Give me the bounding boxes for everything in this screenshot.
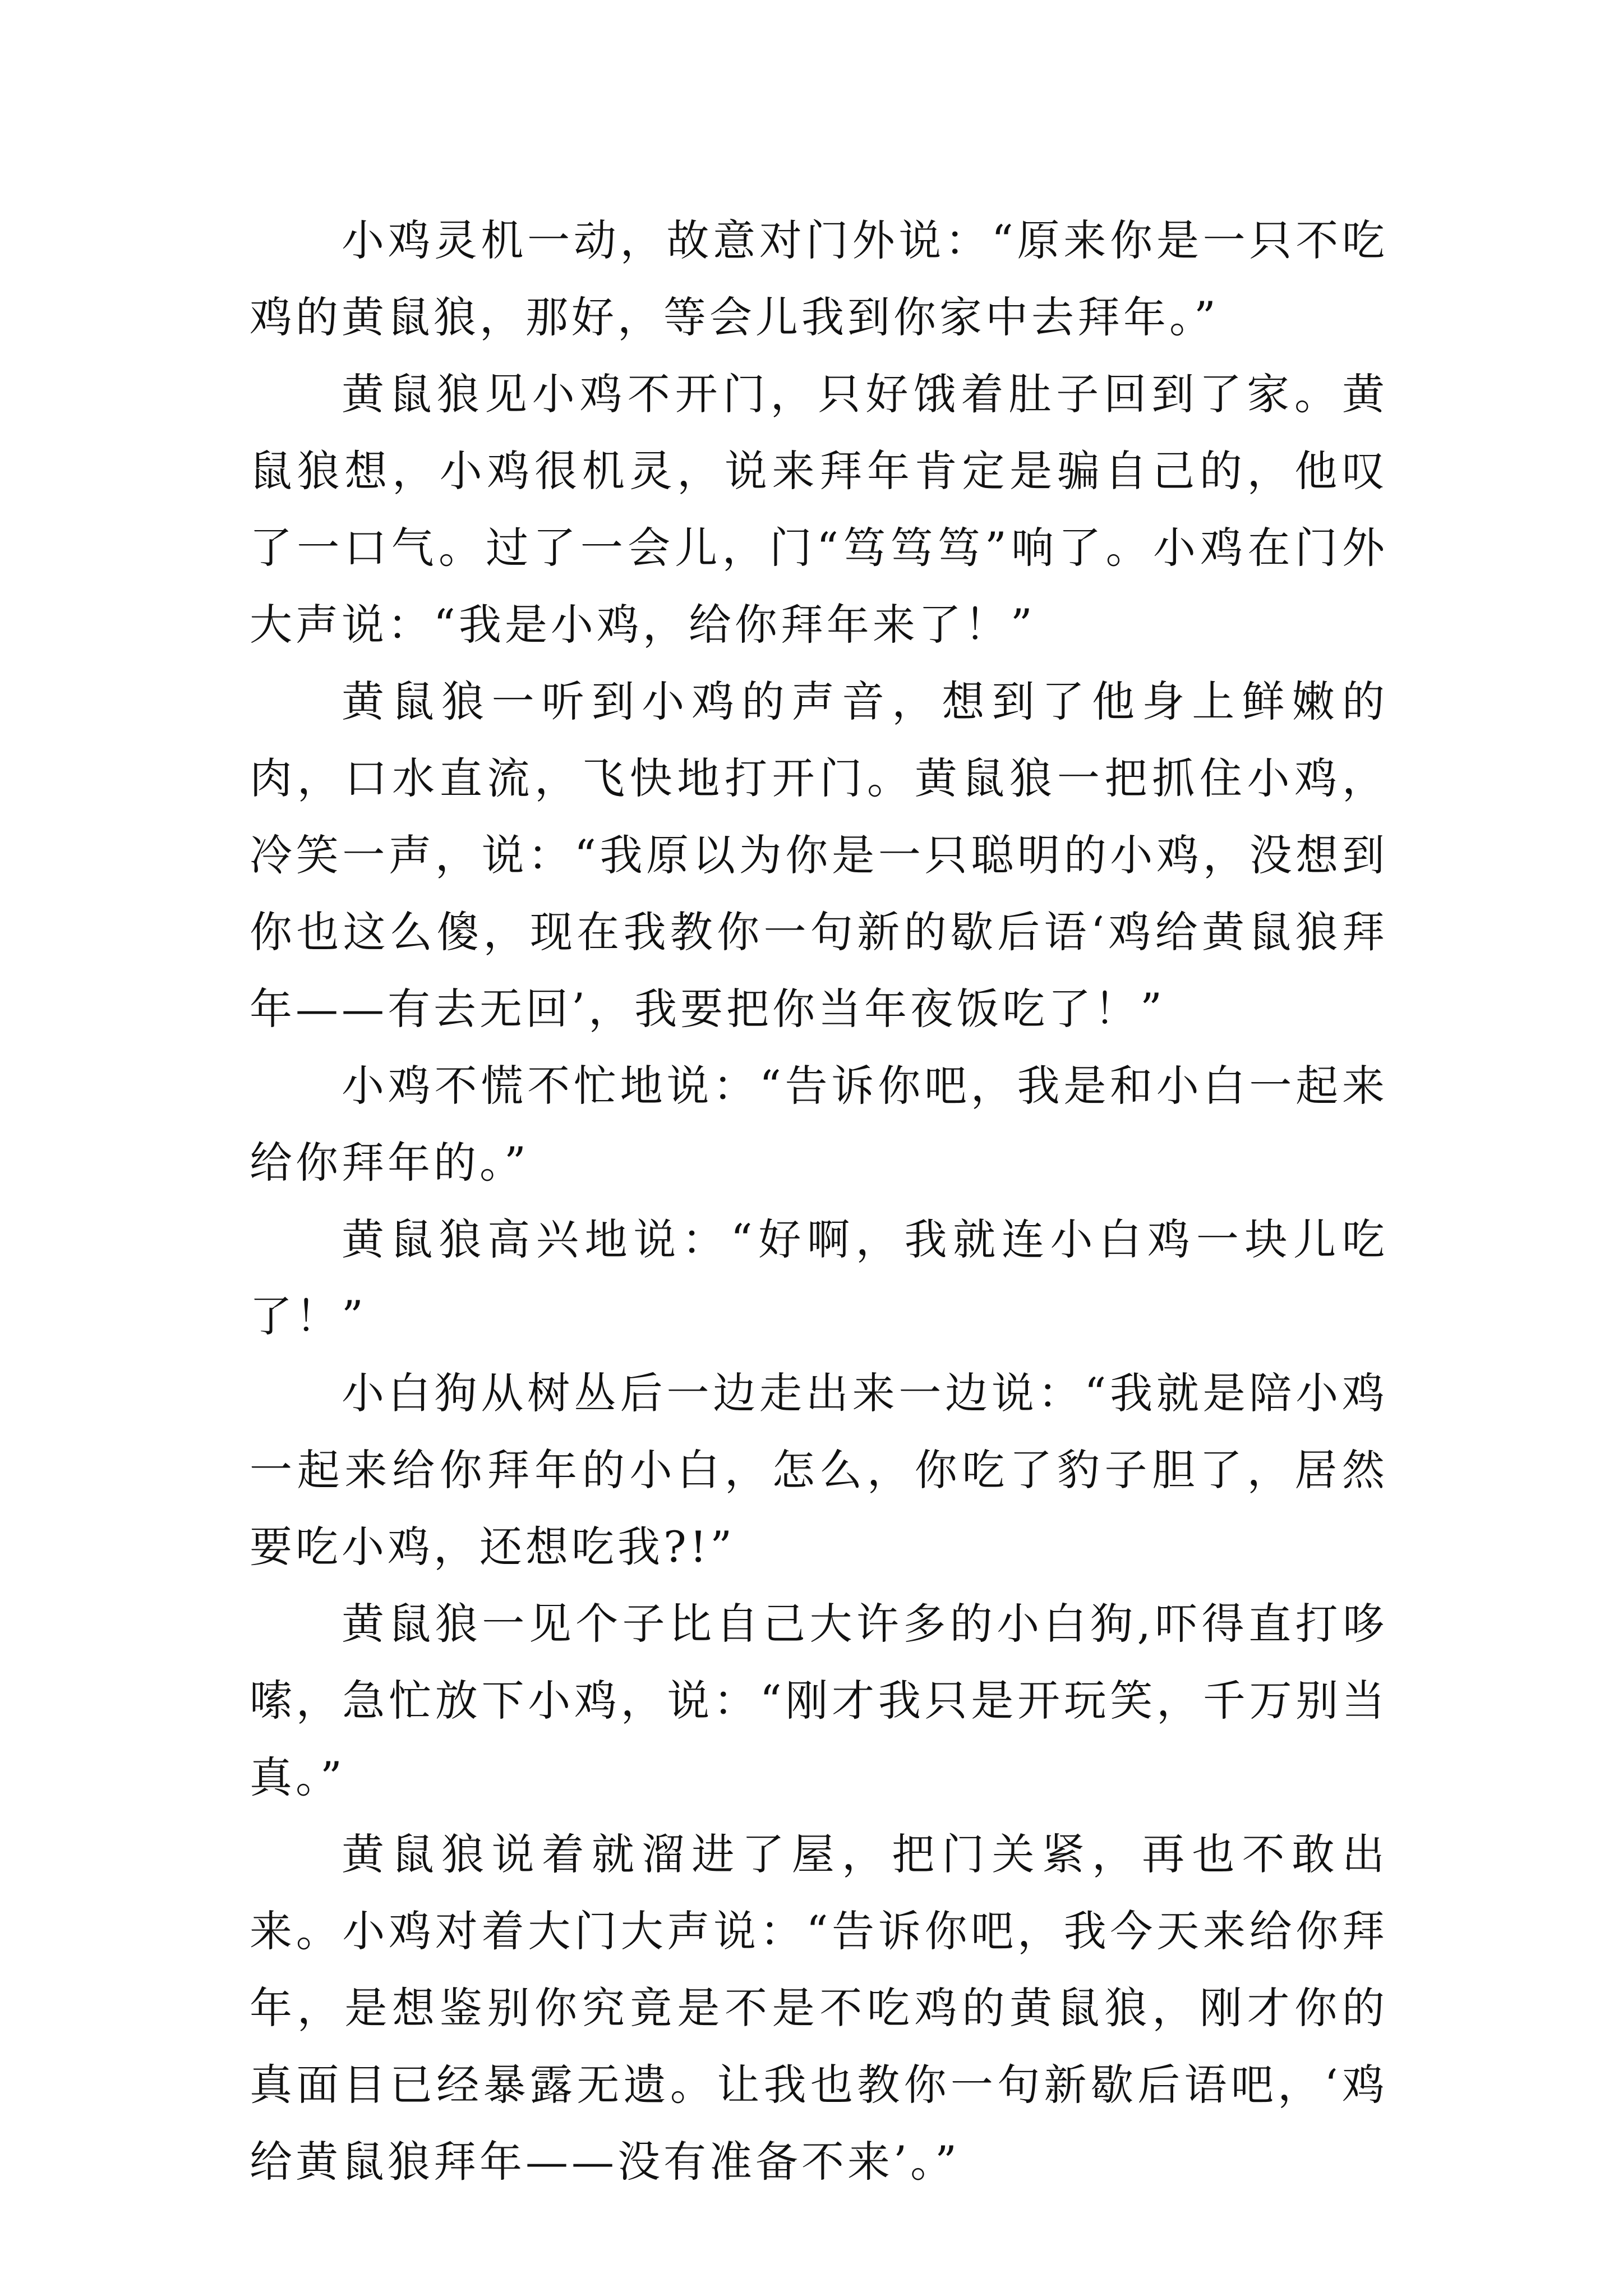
paragraph: 黄鼠狼说着就溜进了屋，把门关紧，再也不敢出来。小鸡对着大门大声说：“告诉你吧，我今天来给你拜年，是想鉴别你究竟是不是不吃鸡的黄鼠狼，刚才你的真面目已经暴露无遗。让我也教你一句新歇后语吧，‘鸡给黄鼠狼拜年——没有准备不来’。” — [250, 1829, 1388, 2187]
paragraph: 小鸡灵机一动，故意对门外说：“原来你是一只不吃鸡的黄鼠狼，那好，等会儿我到你家中去拜年。” — [250, 215, 1388, 342]
paragraph: 小鸡不慌不忙地说：“告诉你吧，我是和小白一起来给你拜年的。” — [250, 1061, 1388, 1188]
paragraph: 黄鼠狼见小鸡不开门，只好饿着肚子回到了家。黄鼠狼想，小鸡很机灵，说来拜年肯定是骗自己的，他叹了一口气。过了一会儿，门“笃笃笃”响了。小鸡在门外大声说：“我是小鸡，给你拜年来了！” — [250, 369, 1388, 650]
paragraph: 黄鼠狼一见个子比自己大许多的小白狗,吓得直打哆嗦，急忙放下小鸡，说：“刚才我只是开玩笑，千万别当真。” — [250, 1599, 1388, 1802]
paragraph: 小白狗从树丛后一边走出来一边说：“我就是陪小鸡一起来给你拜年的小白，怎么，你吃了豹子胆了，居然要吃小鸡，还想吃我?!” — [250, 1368, 1388, 1572]
paragraph: 黄鼠狼高兴地说：“好啊，我就连小白鸡一块儿吃了！” — [250, 1214, 1388, 1341]
story-text — [250, 202, 1388, 2200]
paragraph: 黄鼠狼一听到小鸡的声音，想到了他身上鲜嫩的肉，口水直流，飞快地打开门。黄鼠狼一把抓住小鸡，冷笑一声，说：“我原以为你是一只聪明的小鸡，没想到你也这么傻，现在我教你一句新的歇后语‘鸡给黄鼠狼拜年——有去无回’，我要把你当年夜饭吃了！” — [250, 677, 1388, 1034]
